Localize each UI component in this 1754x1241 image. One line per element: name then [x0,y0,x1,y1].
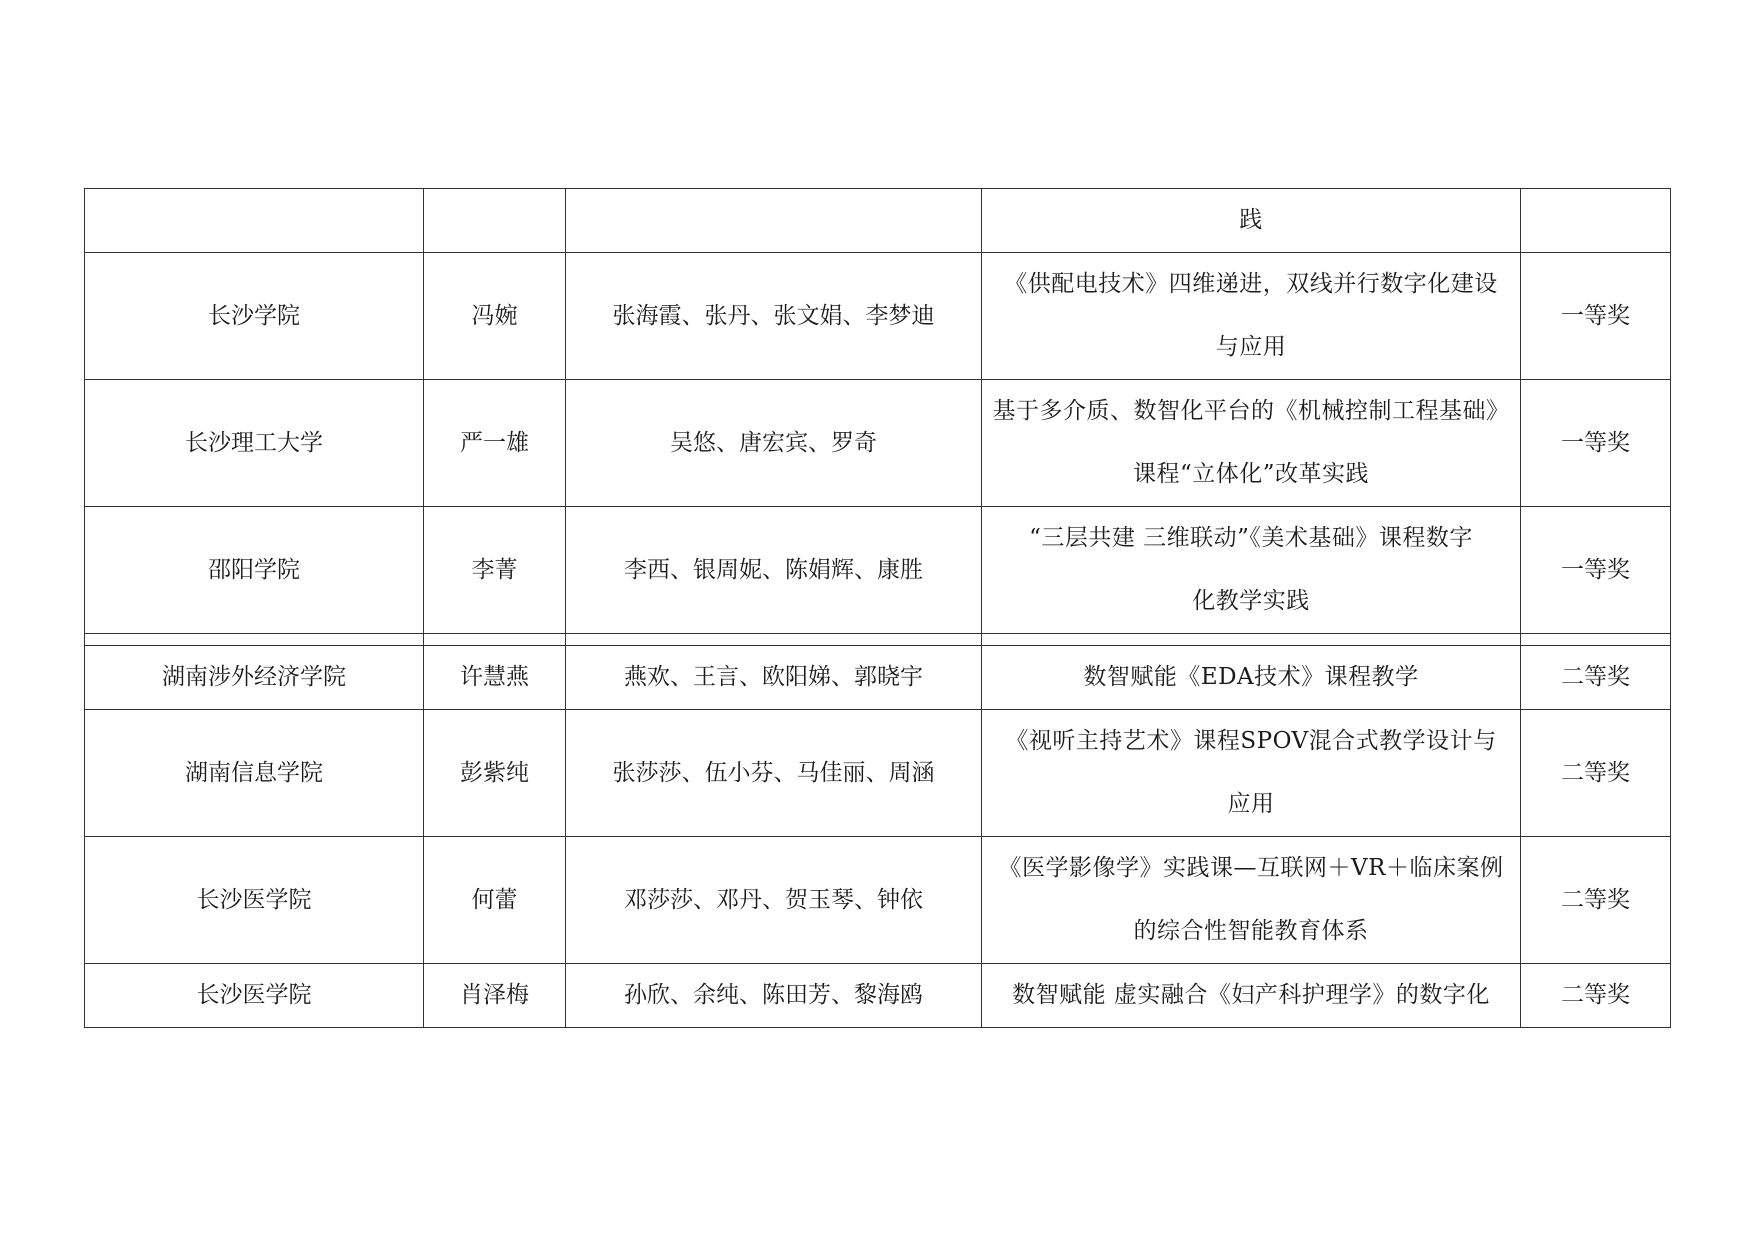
award-cell: 二等奖 [1521,837,1671,964]
project-line: 基于多介质、数智化平台的《机械控制工程基础》 [992,398,1510,424]
project-line: 数智赋能《EDA技术》课程教学 [1083,664,1419,690]
members-cell: 张海霞、张丹、张文娟、李梦迪 [566,253,982,380]
table-row [85,253,1671,380]
separator-cell [982,634,1521,646]
school-cell: 长沙学院 [85,253,424,380]
award-cell: 二等奖 [1521,646,1671,710]
group-separator-row [85,634,1671,646]
table-row-continued [85,189,1671,253]
separator-cell [424,634,566,646]
project-line: 践 [1239,207,1263,233]
project-line: 《医学影像学》实践课—互联网＋VR＋临床案例 [998,855,1504,881]
separator-cell [1521,634,1671,646]
leader-cell: 彭紫纯 [424,710,566,837]
school-cell: 湖南信息学院 [85,710,424,837]
table-row [85,837,1671,964]
school-cell: 长沙医学院 [85,964,424,1028]
project-cell [982,646,1521,710]
project-line: 数智赋能 虚实融合《妇产科护理学》的数字化 [1012,982,1490,1008]
members-cell: 邓莎莎、邓丹、贺玉琴、钟依 [566,837,982,964]
members-cell: 孙欣、余纯、陈田芳、黎海鸥 [566,964,982,1028]
project-line: 与应用 [1215,334,1287,360]
leader-cell: 冯婉 [424,253,566,380]
table-row [85,646,1671,710]
award-cell: 一等奖 [1521,380,1671,507]
project-line: 《供配电技术》四维递进，双线并行数字化建设 [1004,271,1498,297]
project-cell [982,380,1521,507]
members-cell: 李西、银周妮、陈娟辉、康胜 [566,507,982,634]
members-cell: 燕欢、王言、欧阳娣、郭晓宇 [566,646,982,710]
leader-cell [424,189,566,253]
school-cell [85,189,424,253]
project-cell [982,507,1521,634]
table-row [85,380,1671,507]
leader-cell: 肖泽梅 [424,964,566,1028]
leader-cell: 何蕾 [424,837,566,964]
school-cell: 长沙理工大学 [85,380,424,507]
project-cell [982,189,1521,253]
award-cell: 二等奖 [1521,710,1671,837]
table-row [85,710,1671,837]
members-cell: 张莎莎、伍小芬、马佳丽、周涵 [566,710,982,837]
school-cell: 湖南涉外经济学院 [85,646,424,710]
separator-cell [566,634,982,646]
project-cell [982,837,1521,964]
award-cell: 一等奖 [1521,253,1671,380]
leader-cell: 严一雄 [424,380,566,507]
award-table [84,188,1671,1028]
project-line: 的综合性智能教育体系 [1133,918,1369,944]
award-cell [1521,189,1671,253]
table-row [85,964,1671,1028]
school-cell: 邵阳学院 [85,507,424,634]
separator-cell [85,634,424,646]
table-row [85,507,1671,634]
project-cell [982,964,1521,1028]
award-cell: 二等奖 [1521,964,1671,1028]
project-line: 《视听主持艺术》课程SPOV混合式教学设计与 [1005,728,1497,754]
leader-cell: 许慧燕 [424,646,566,710]
school-cell: 长沙医学院 [85,837,424,964]
leader-cell: 李菁 [424,507,566,634]
project-cell [982,253,1521,380]
award-list-page [84,188,1670,1028]
award-cell: 一等奖 [1521,507,1671,634]
members-cell: 吴悠、唐宏宾、罗奇 [566,380,982,507]
project-cell [982,710,1521,837]
project-line: 应用 [1227,791,1275,817]
members-cell [566,189,982,253]
project-line: “三层共建 三维联动”《美术基础》课程数字 [1029,525,1473,551]
project-line: 化教学实践 [1192,588,1310,614]
project-line: 课程“立体化”改革实践 [1132,461,1370,487]
